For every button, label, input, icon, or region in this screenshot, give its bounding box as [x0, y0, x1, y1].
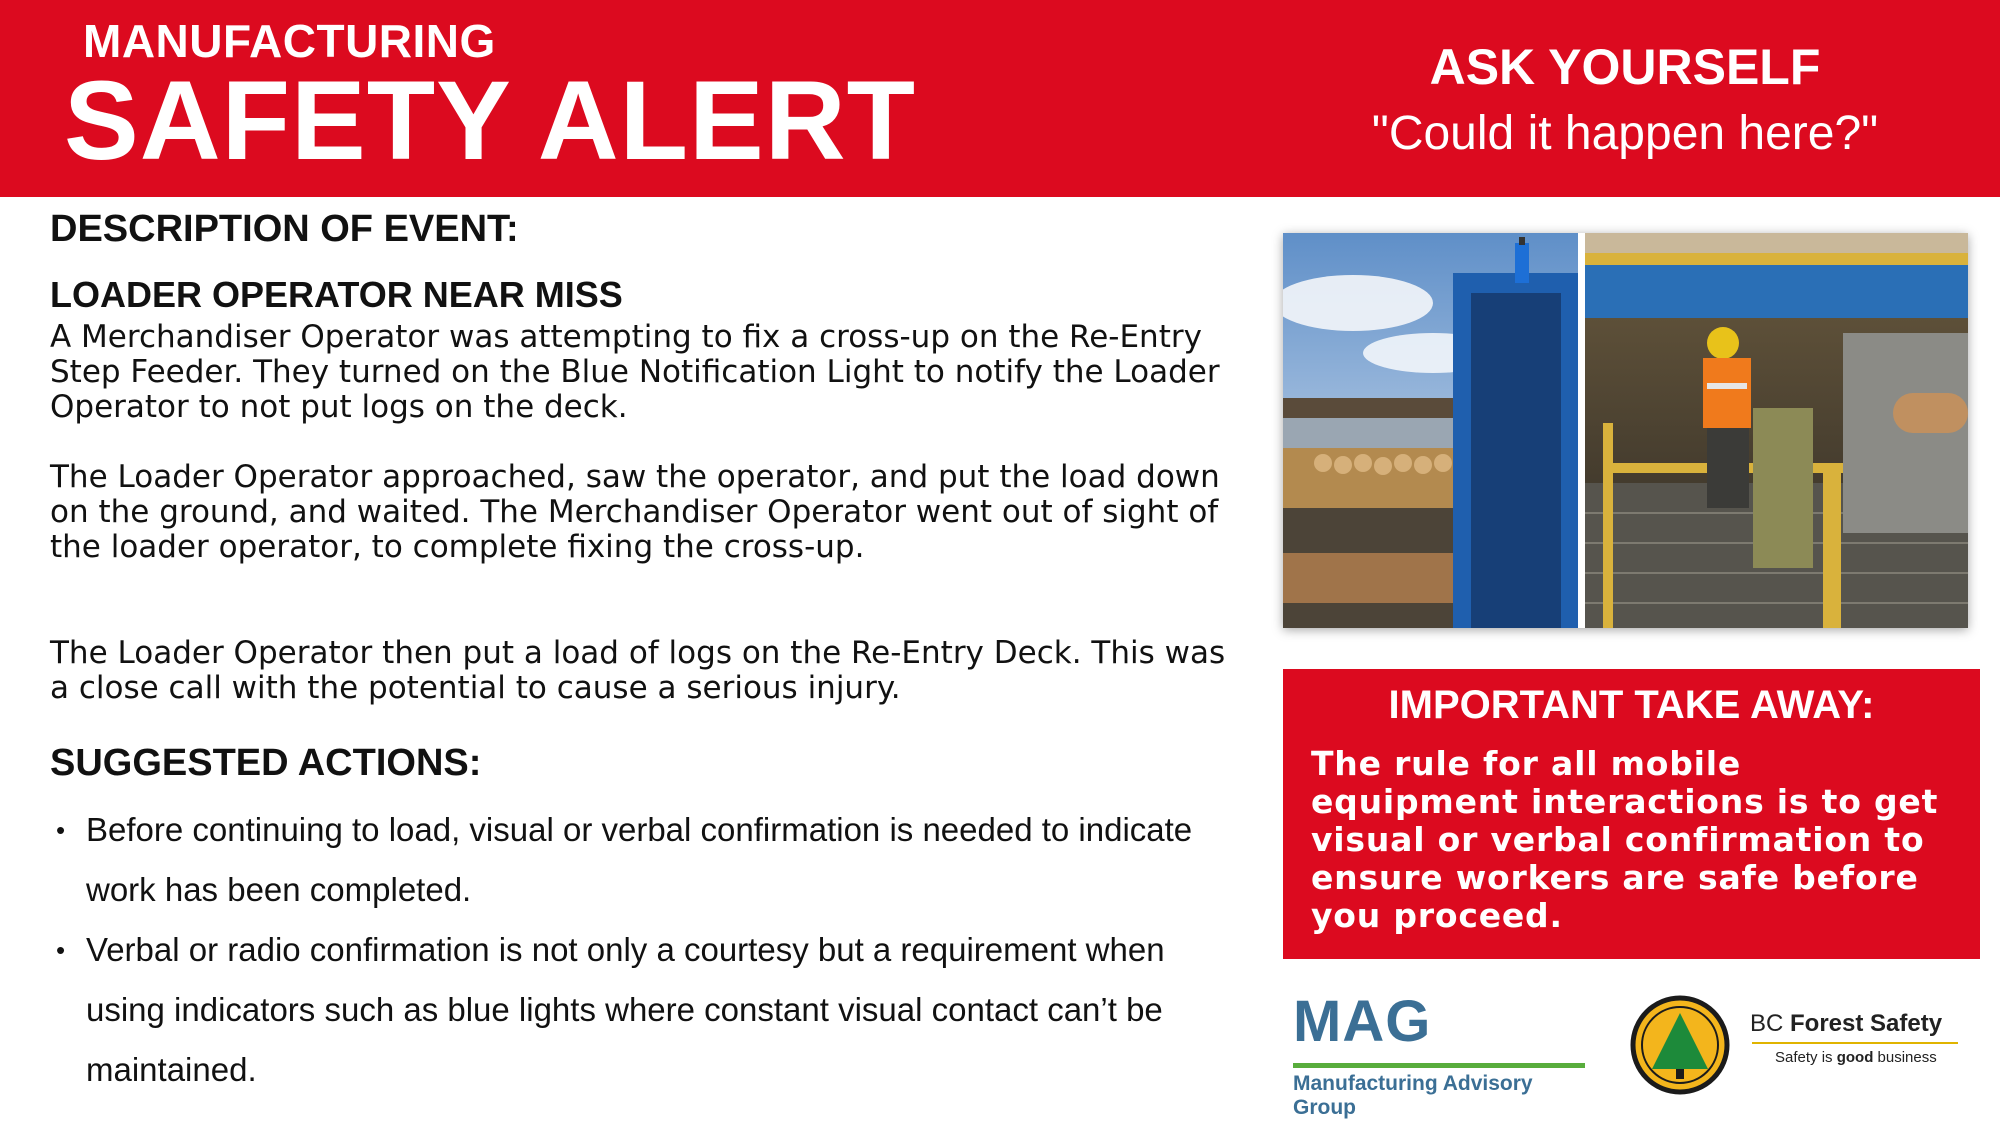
description-paragraph: The Loader Operator then put a load of logs on the Re-Entry Deck. This was a close call with the potential to cause a serious injury. [50, 635, 1226, 706]
mag-logo [1293, 988, 1593, 1119]
takeaway-title: IMPORTANT TAKE AWAY: [1388, 683, 1875, 727]
suggested-actions-list [50, 800, 1230, 1100]
list-item: • Before continuing to load, visual or verbal confirmation is needed to indicate work has been completed. [50, 800, 1230, 920]
takeaway-box [1283, 669, 1980, 959]
event-title: LOADER OPERATOR NEAR MISS [50, 274, 623, 315]
description-heading: DESCRIPTION OF EVENT: [50, 208, 519, 250]
tagline-part: business [1873, 1049, 1937, 1066]
description-paragraph: The Loader Operator approached, saw the operator, and put the load down on the ground, and waited. The Merchandiser Operator went out of sight of the loader operator, to complete fixing the cross-up. [50, 459, 1220, 565]
banner-kicker: MANUFACTURING [83, 15, 496, 67]
bc-forest-safety-rule [1752, 1042, 1958, 1044]
header-banner [0, 0, 2000, 197]
takeaway-body: The rule for all mobile equipment interactions is to get visual or verbal confirmation to ensure workers are safe before you proceed. [1311, 744, 1939, 935]
tagline-emphasis: good [1836, 1049, 1874, 1066]
bc-forest-safety-name [1750, 1010, 1942, 1038]
bc-forest-safety-seal-icon [1630, 995, 1730, 1095]
banner-title: SAFETY ALERT [64, 58, 917, 183]
photo-collage [1283, 233, 1968, 628]
ask-yourself-quote: "Could it happen here?" [1371, 107, 1879, 160]
ask-yourself-heading: ASK YOURSELF [1429, 39, 1821, 95]
suggested-actions-heading: SUGGESTED ACTIONS: [50, 742, 482, 784]
feeder-photo [1585, 233, 1968, 628]
bc-forest-safety-prefix: BC [1750, 1010, 1791, 1037]
mag-logo-name: Manufacturing Advisory Group [1293, 1072, 1533, 1119]
list-item: • Verbal or radio confirmation is not only a courtesy but a requirement when using indicators such as blue lights where constant visual contact can’t be maintained. [50, 920, 1230, 1100]
incident-photos [1283, 233, 1968, 628]
tagline-part: Safety is [1775, 1049, 1837, 1066]
bc-forest-safety-strong: Forest Safety [1790, 1010, 1943, 1037]
mag-logo-bar [1293, 1063, 1585, 1068]
description-paragraph: A Merchandiser Operator was attempting to fix a cross-up on the Re-Entry Step Feeder. They turned on the Blue Notification Light to notify the Loader Operator to not put logs on the deck. [50, 319, 1220, 425]
yard-photo [1283, 233, 1578, 628]
mag-logo-mark: MAG [1293, 989, 1432, 1054]
bc-forest-safety-tagline [1775, 1049, 1937, 1066]
